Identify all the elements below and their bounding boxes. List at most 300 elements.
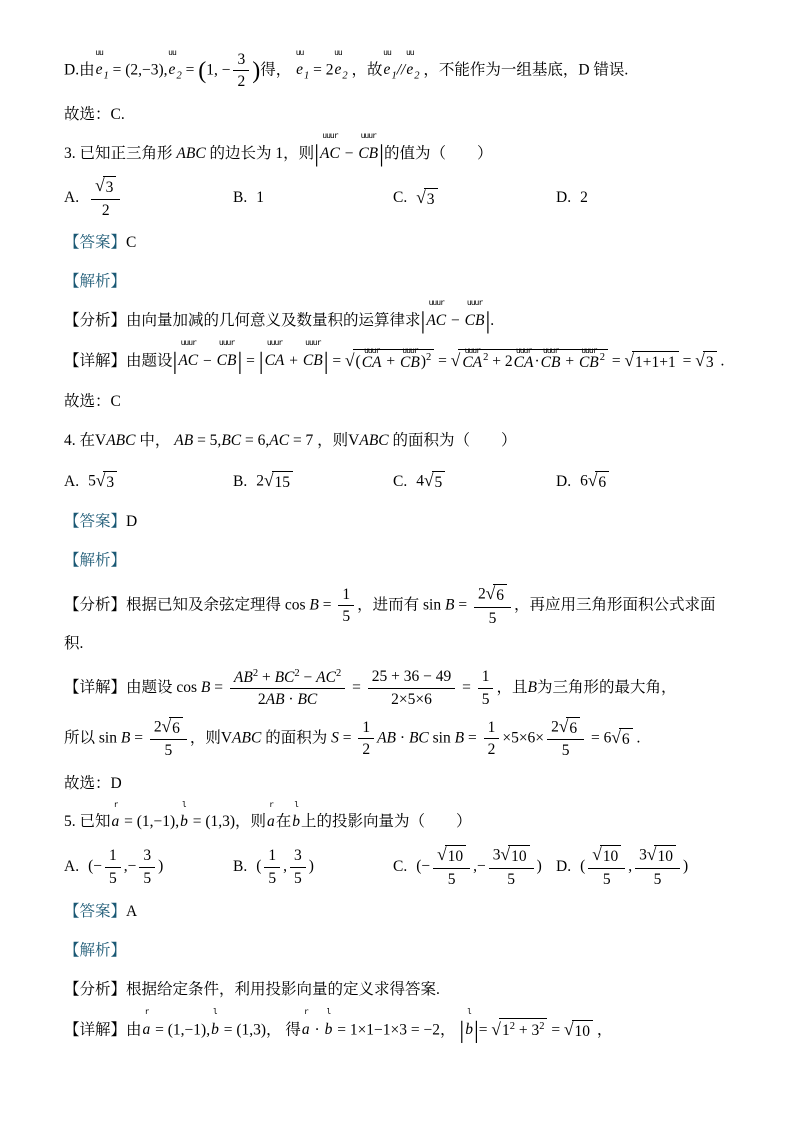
q5-stem	[64, 799, 734, 838]
text-run: 【详解】由题设 cos	[64, 678, 201, 696]
q3-xiangjie	[64, 338, 734, 380]
text-run: 【分析】由向量加减的几何意义及数量积的运算律求	[64, 311, 421, 329]
superscript: 2	[252, 667, 259, 679]
text-run: ,	[283, 857, 288, 875]
fraction	[547, 717, 584, 761]
fraction-numerator	[635, 845, 680, 869]
q3-stem	[64, 130, 734, 170]
square-root	[491, 1013, 547, 1049]
square-root	[592, 845, 621, 867]
text-run: 故选：C.	[64, 105, 125, 123]
fraction	[150, 717, 187, 761]
stretch-delimiter: |	[473, 1017, 479, 1044]
radicand	[272, 471, 294, 492]
text-run: ·	[310, 1020, 324, 1038]
radical-sign: √	[563, 1019, 574, 1039]
text-run: 2	[551, 718, 559, 735]
text-run: ,−	[473, 857, 486, 875]
vector-arrow-mark: l	[213, 1007, 217, 1017]
subscript: 1	[391, 70, 397, 82]
section-tag: 【答案】	[64, 903, 127, 921]
q5-analysis-header	[64, 935, 734, 967]
text-run: 的值为（ ）	[383, 144, 493, 162]
vector-arrow-mark: uuur	[402, 345, 418, 355]
option-formula	[580, 182, 588, 214]
text-run: ，则V	[189, 729, 233, 747]
vector-arrow-mark: uuur	[581, 345, 597, 355]
option-label: D.	[556, 189, 572, 207]
text-run: 3	[492, 846, 501, 864]
stretch-delimiter: |	[323, 348, 329, 375]
text-run: 10	[447, 848, 464, 866]
text-run: 5	[561, 742, 570, 760]
math-variable: AC	[316, 668, 336, 686]
text-run: (	[355, 353, 361, 371]
q2-option-d-explanation	[64, 47, 734, 92]
fraction	[358, 718, 374, 760]
stretch-delimiter: |	[459, 1017, 465, 1044]
math-variable: AB	[174, 431, 194, 449]
radical-sign: √	[450, 350, 461, 370]
vector-e: uu e	[168, 47, 176, 79]
text-run: 得，	[260, 61, 296, 79]
fraction-denominator	[484, 739, 500, 759]
math-variable: BC	[274, 668, 295, 686]
fraction	[139, 846, 155, 888]
option-d	[556, 845, 734, 889]
fraction-denominator	[150, 740, 187, 760]
fraction-numerator	[233, 50, 249, 71]
fraction	[91, 176, 120, 220]
option-label: B.	[233, 189, 248, 207]
text-run: 为三角形的最大角，	[536, 678, 677, 696]
fraction-numerator	[290, 846, 306, 867]
text-run: =	[678, 352, 696, 369]
text-run: + 3	[514, 1022, 540, 1040]
math-variable: BC	[408, 729, 429, 747]
radicand	[445, 845, 467, 866]
text-run: +	[258, 668, 275, 686]
radical-sign: √	[423, 470, 434, 490]
radicand	[353, 345, 435, 372]
radical-sign: √	[437, 845, 447, 865]
text-run: 1	[342, 586, 351, 604]
vector-arrow-mark: uuur	[360, 130, 376, 140]
math-variable: S	[331, 729, 339, 747]
text-run: 5	[447, 870, 456, 888]
option-a	[64, 464, 233, 500]
math-variable: B	[454, 729, 465, 747]
radical-sign: √	[345, 350, 355, 370]
text-run: = (2,−3),	[108, 61, 168, 79]
text-run: (	[580, 857, 586, 875]
text-run: = 2	[309, 61, 334, 79]
fraction-denominator	[139, 868, 155, 888]
radicand	[572, 1020, 594, 1041]
vector-ca: uuur CA	[462, 345, 483, 371]
text-run: 5	[268, 869, 277, 887]
vector-a: r a	[301, 1007, 310, 1038]
text-run: −	[199, 352, 216, 369]
text-run: 10	[511, 848, 527, 866]
square-root	[96, 464, 117, 500]
option-d	[556, 182, 734, 214]
option-label: D.	[556, 858, 572, 876]
text-run: +	[561, 353, 578, 371]
math-variable: AB	[265, 691, 285, 709]
vector-e: uu e	[295, 47, 304, 79]
text-run: 10	[574, 1022, 590, 1040]
option-formula	[88, 176, 123, 220]
fraction-numerator	[489, 845, 534, 869]
text-run: =	[458, 678, 475, 696]
fraction	[588, 845, 625, 889]
radical-sign: √	[558, 716, 569, 736]
option-formula	[256, 464, 293, 500]
radical-sign: √	[646, 845, 657, 865]
section-tag: 【解析】	[64, 552, 127, 570]
fraction-numerator	[547, 717, 584, 741]
fraction-denominator	[264, 868, 280, 888]
math-variable: AB	[377, 729, 397, 747]
vector-cb: uuur CB	[216, 338, 237, 369]
text-run: +	[285, 352, 302, 369]
fraction-numerator	[91, 176, 120, 200]
text-run: C	[126, 234, 137, 252]
vector-a: r a	[142, 1007, 151, 1038]
text-run: 2	[153, 718, 162, 735]
fraction-numerator	[588, 845, 625, 869]
radicand	[600, 845, 622, 866]
vector-e: uu e	[405, 47, 414, 79]
square-root	[437, 845, 466, 867]
vector-arrow-mark: uuur	[428, 298, 444, 308]
text-run: ，且	[496, 678, 528, 696]
radical-sign: √	[500, 845, 511, 865]
option-label: A.	[64, 858, 80, 876]
text-run: 1	[108, 847, 117, 865]
square-root	[559, 717, 580, 739]
option-label: B.	[233, 472, 248, 490]
text-run: 1	[501, 1022, 510, 1040]
section-tag: 【答案】	[64, 513, 127, 531]
text-run: =	[338, 729, 356, 747]
text-run: 5	[88, 472, 96, 490]
vector-b: l b	[211, 1007, 219, 1038]
vector-arrow-mark: r	[113, 799, 118, 809]
text-run: ·	[284, 691, 298, 709]
math-variable: B	[527, 678, 537, 696]
text-run: =	[181, 61, 199, 79]
option-a	[64, 846, 233, 888]
text-run: ，故	[347, 61, 383, 79]
vector-arrow-mark: uuur	[464, 345, 480, 355]
text-run: 3. 已知正三角形	[64, 144, 177, 162]
math-variable: ABC	[359, 431, 389, 449]
text-run: 5	[108, 869, 117, 887]
stretch-delimiter: (	[198, 57, 207, 84]
q5-answer	[64, 896, 734, 928]
text-run: sin	[428, 729, 455, 747]
fraction-numerator	[478, 667, 494, 688]
radical-sign: √	[491, 1019, 501, 1039]
vector-arrow-mark: r	[303, 1007, 308, 1017]
q2-answer-choice	[64, 99, 734, 131]
fraction	[474, 584, 511, 628]
text-run: 上的投影向量为（ ）	[301, 813, 472, 831]
radical-sign: √	[161, 716, 172, 736]
text-run: 在	[275, 813, 292, 831]
text-run: = 7 ，则V	[289, 431, 360, 449]
superscript: 2	[483, 352, 489, 364]
stretch-delimiter: |	[314, 140, 319, 167]
option-label: C.	[393, 858, 408, 876]
stretch-delimiter: |	[420, 308, 426, 335]
text-run: =	[478, 1020, 492, 1038]
radical-sign: √	[611, 727, 621, 747]
fraction	[368, 667, 455, 709]
vector-b: l b	[180, 799, 188, 831]
vector-a: r a	[267, 799, 275, 831]
text-run: )	[308, 857, 314, 875]
option-formula	[256, 846, 314, 888]
subscript: 2	[176, 70, 182, 82]
square-root	[451, 344, 608, 380]
fraction-denominator	[478, 689, 494, 709]
fraction-denominator	[230, 689, 345, 709]
vector-cb: uuur CB	[358, 130, 379, 162]
vector-arrow-mark: l	[467, 1007, 472, 1017]
radical-sign: √	[485, 583, 496, 603]
vector-arrow-mark: l	[182, 799, 186, 809]
math-variable: AB	[233, 668, 253, 686]
square-root	[695, 344, 716, 380]
option-b	[233, 846, 393, 888]
math-variable: AC	[269, 431, 290, 449]
q4-fenxi	[64, 584, 734, 660]
option-formula	[580, 464, 609, 500]
fraction-denominator	[433, 869, 470, 889]
fraction-numerator	[150, 717, 187, 741]
fraction	[478, 667, 494, 709]
fraction-denominator	[489, 869, 534, 889]
section-tag: 【解析】	[64, 273, 127, 291]
fraction-denominator	[290, 868, 306, 888]
square-root	[345, 344, 434, 380]
superscript: 2	[426, 352, 432, 364]
text-run: 【详解】由题设	[64, 352, 173, 369]
option-b	[233, 464, 393, 500]
text-run: 2	[477, 585, 486, 603]
fraction-numerator	[484, 718, 500, 739]
text-run: 5	[434, 473, 443, 491]
q3-answer-choice	[64, 386, 734, 418]
text-run: = 6,	[241, 431, 270, 449]
radical-sign: √	[263, 470, 274, 490]
vector-cb: uuur CB	[302, 338, 323, 369]
text-run: 1	[487, 718, 496, 736]
q5-xiangjie	[64, 1007, 734, 1049]
text-run: (−	[88, 857, 102, 875]
option-formula	[88, 846, 163, 888]
section-tag: 【答案】	[64, 234, 127, 252]
square-root	[95, 176, 116, 198]
option-formula	[416, 845, 542, 889]
radicand	[508, 845, 530, 866]
text-run: .	[490, 311, 495, 329]
square-root	[647, 845, 676, 867]
q5-fenxi	[64, 974, 734, 1006]
radicand	[458, 345, 608, 372]
math-variable: BC	[297, 691, 318, 709]
text-run: 10	[657, 848, 673, 866]
math-variable: //	[396, 61, 406, 79]
text-run: = (1,3)，则	[188, 813, 267, 831]
option-formula	[256, 182, 264, 214]
radicand	[632, 351, 679, 372]
radical-sign: √	[695, 350, 705, 370]
square-root	[625, 344, 679, 380]
stretch-delimiter: |	[237, 348, 243, 375]
fraction	[338, 585, 354, 627]
vector-arrow-mark: uuur	[363, 345, 380, 355]
text-run: = 6	[587, 729, 612, 747]
text-run: 6	[172, 719, 180, 737]
text-run: 5	[602, 870, 611, 888]
option-c	[393, 845, 556, 889]
text-run: 【详解】由	[64, 1020, 142, 1038]
subscript: 2	[414, 70, 420, 82]
text-run: 1	[256, 189, 264, 207]
text-run: =	[348, 678, 365, 696]
stretch-delimiter: |	[485, 308, 491, 335]
stretch-delimiter: |	[258, 348, 264, 375]
square-root	[588, 464, 609, 500]
fraction	[433, 845, 470, 889]
vector-e: uu e	[95, 47, 103, 79]
text-run: 故选：C	[64, 393, 121, 411]
vector-ac: uuur AC	[426, 298, 447, 329]
text-run: 10	[602, 848, 619, 866]
vector-a: r a	[111, 799, 120, 831]
vector-ca: uuur CA	[361, 345, 382, 371]
fraction-numerator	[358, 718, 374, 739]
text-run: (	[256, 857, 262, 875]
vector-arrow-mark: uuur	[542, 345, 559, 355]
radical-sign: √	[95, 176, 105, 196]
fraction	[233, 50, 249, 92]
text-run: =	[210, 678, 227, 696]
text-run: 4	[416, 472, 424, 490]
fraction	[105, 846, 121, 888]
math-variable: ABC	[232, 729, 262, 747]
vector-arrow-mark: uu	[295, 47, 304, 57]
option-label: C.	[393, 472, 408, 490]
text-run: ，进而有 sin	[357, 596, 445, 614]
text-run: 4. 在V	[64, 431, 107, 449]
fraction-numerator	[338, 585, 354, 606]
text-run: 3	[237, 51, 246, 68]
text-run: 5	[342, 608, 351, 626]
text-run: =	[130, 729, 147, 747]
option-d	[556, 464, 734, 500]
stretch-delimiter: )	[252, 57, 261, 84]
fraction-numerator	[139, 846, 155, 867]
text-run: .	[632, 729, 641, 747]
fraction-denominator	[588, 869, 625, 889]
vector-cb: uuur CB	[540, 345, 561, 371]
text-run: 5	[481, 690, 490, 708]
option-label: A.	[64, 472, 80, 490]
vector-arrow-mark: uu	[95, 47, 103, 57]
text-run: 5	[294, 869, 302, 887]
fraction-denominator	[338, 606, 354, 626]
fraction-numerator	[105, 846, 121, 867]
square-root	[416, 181, 437, 217]
text-run: 1	[481, 668, 490, 686]
text-run: 5	[507, 870, 516, 888]
fraction-numerator	[474, 584, 511, 608]
text-run: 3	[106, 473, 115, 491]
superscript: 2	[539, 1021, 545, 1033]
text-run: 【分析】根据已知及余弦定理得 cos	[64, 596, 310, 614]
text-run: 的边长为 1，则	[205, 144, 315, 162]
text-run: =	[464, 729, 481, 747]
text-run: 2	[580, 189, 588, 207]
superscript: 2	[599, 352, 606, 364]
text-run: 3	[639, 846, 647, 864]
text-run: 5	[653, 870, 662, 888]
text-run: −	[299, 668, 317, 686]
math-variable: BC	[221, 431, 242, 449]
text-run: −	[340, 144, 358, 162]
fraction-denominator	[474, 608, 511, 628]
radical-sign: √	[592, 845, 602, 865]
option-label: C.	[393, 189, 408, 207]
text-run: 6	[621, 730, 630, 748]
text-run: 3	[105, 179, 114, 197]
vector-arrow-mark: uu	[383, 47, 391, 57]
text-run: 2	[256, 472, 264, 490]
q3-answer	[64, 227, 734, 259]
option-b	[233, 182, 393, 214]
math-variable: ABC	[106, 431, 136, 449]
vector-arrow-mark: uuur	[218, 338, 235, 348]
fraction	[290, 846, 306, 888]
vector-arrow-mark: uuur	[180, 338, 196, 348]
q5-options	[64, 845, 734, 889]
text-run: 6	[580, 472, 588, 490]
superscript: 2	[294, 667, 300, 679]
q4-xiangjie	[64, 667, 734, 710]
q4-xiangjie-2	[64, 717, 734, 761]
text-run: 1	[268, 847, 277, 865]
text-run: 6	[496, 586, 504, 604]
square-root	[564, 1013, 593, 1049]
text-run: =	[328, 352, 346, 369]
text-run: ·	[396, 729, 409, 747]
text-run: (−	[416, 857, 431, 875]
vector-ca: uuur CA	[264, 338, 285, 369]
option-formula	[580, 845, 688, 889]
vector-arrow-mark: uuur	[322, 130, 338, 140]
fraction-denominator	[105, 868, 121, 888]
stretch-delimiter: |	[172, 348, 178, 375]
text-run: 中，	[135, 431, 175, 449]
text-run: 2	[237, 73, 246, 91]
vector-arrow-mark: uu	[168, 47, 176, 57]
square-root	[486, 584, 507, 606]
